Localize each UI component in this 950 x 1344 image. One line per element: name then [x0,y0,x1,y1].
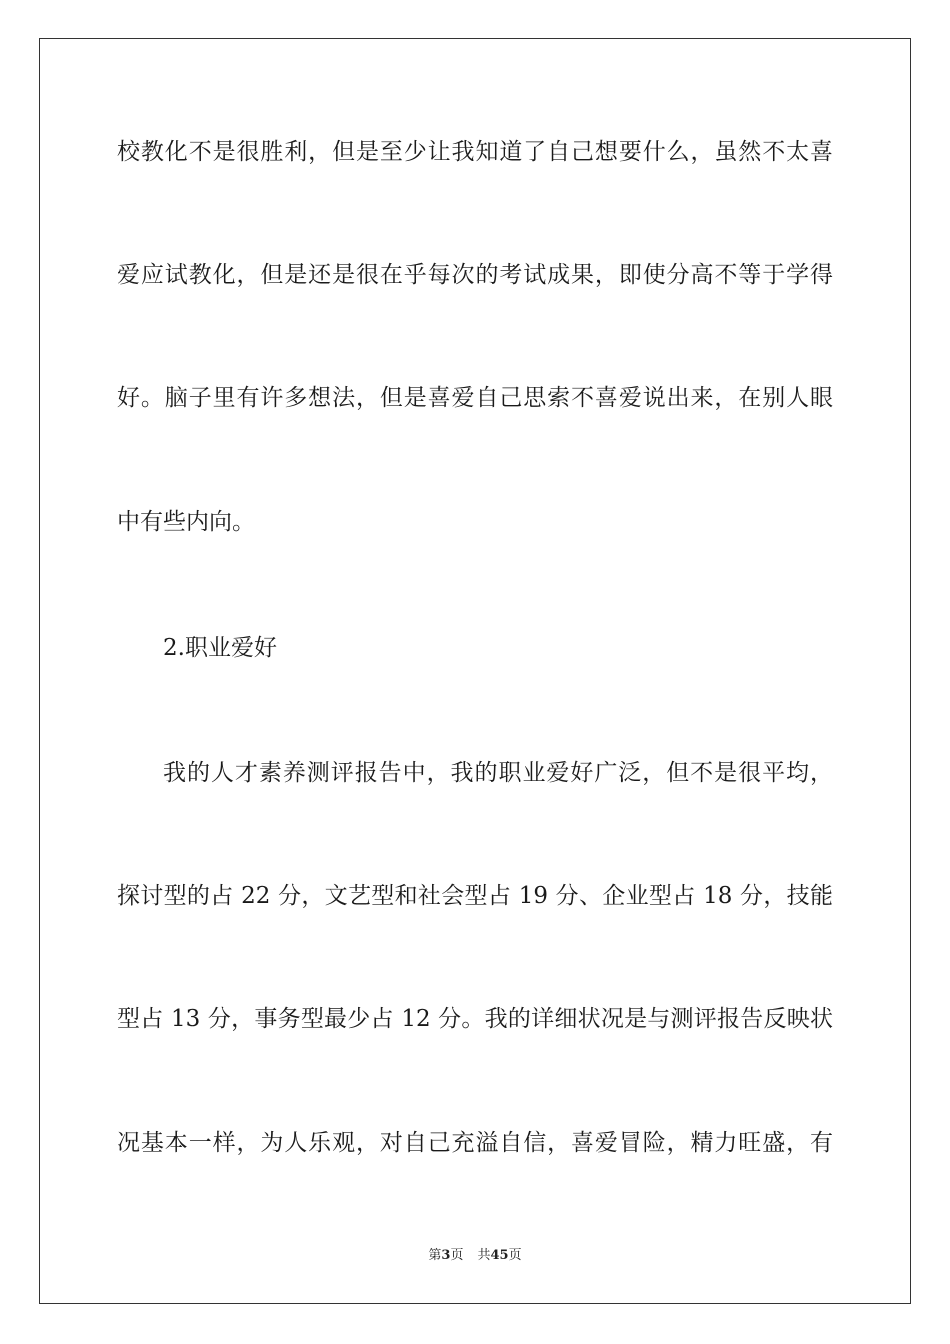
footer-total-suffix: 页 [508,1248,522,1263]
body-line-3: 好。脑子里有许多想法，但是喜爱自己思索不喜爱说出来，在别人眼 [117,385,833,411]
body-line-4: 中有些内向。 [117,509,255,535]
page-border [39,38,911,1304]
paragraph-line-2: 探讨型的占 22 分，文艺型和社会型占 19 分、企业型占 18 分，技能 [117,883,833,909]
footer-page-prefix: 第 [428,1248,442,1263]
body-line-2: 爱应试教化，但是还是很在乎每次的考试成果，即使分高不等于学得 [117,262,833,288]
section-heading: 2.职业爱好 [163,635,277,661]
page-footer [0,1247,950,1265]
paragraph-line-4: 况基本一样，为人乐观，对自己充溢自信，喜爱冒险，精力旺盛，有 [117,1130,833,1156]
footer-page-suffix: 页 [450,1248,464,1263]
footer-total-prefix: 共 [477,1248,491,1263]
paragraph-line-1: 我的人才素养测评报告中，我的职业爱好广泛，但不是很平均， [163,760,833,786]
footer-total-pages: 45 [490,1248,509,1263]
paragraph-line-3: 型占 13 分，事务型最少占 12 分。我的详细状况是与测评报告反映状 [117,1006,833,1032]
footer-page-number: 3 [441,1248,451,1263]
body-line-1: 校教化不是很胜利，但是至少让我知道了自己想要什么，虽然不太喜 [117,139,833,165]
